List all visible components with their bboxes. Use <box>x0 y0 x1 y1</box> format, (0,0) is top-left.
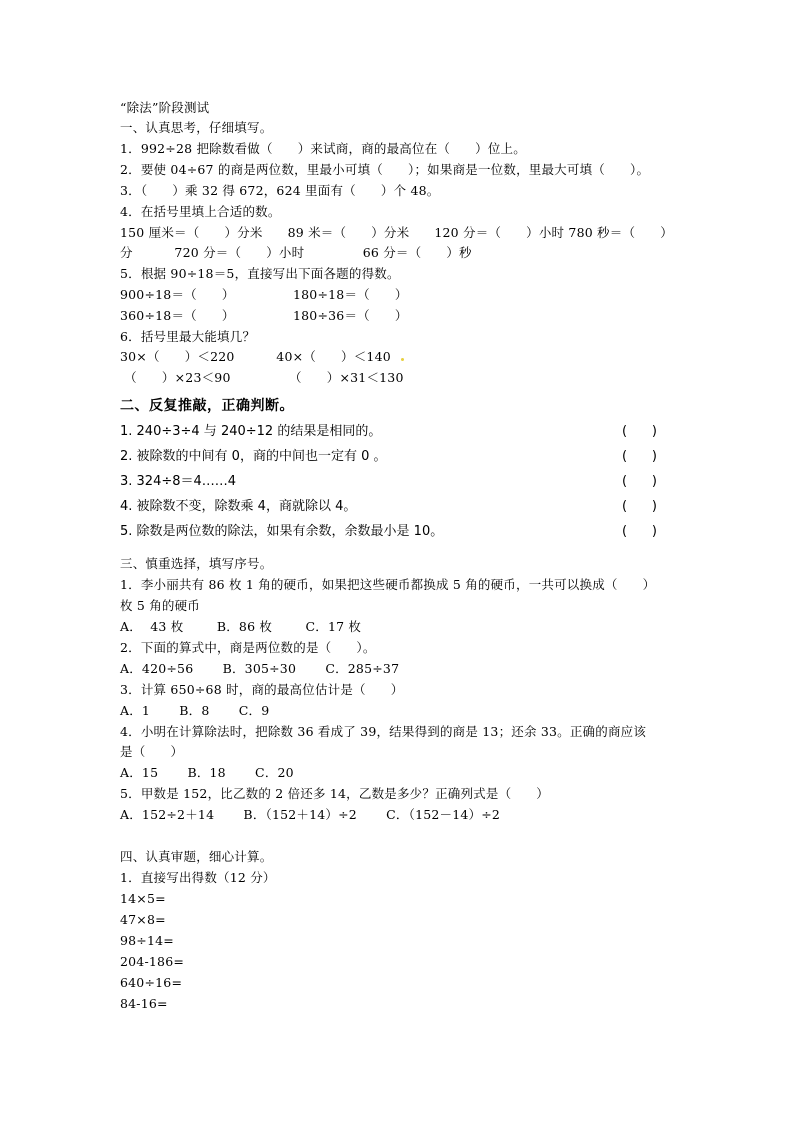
section4-subheading: 1．直接写出得数（12 分） <box>120 870 276 885</box>
section1-heading: 一、认真思考，仔细填写。 <box>120 120 273 135</box>
section1-line: 4．在括号里填上合适的数。 <box>120 204 281 219</box>
judgement-text: 3. 324÷8＝4……4 <box>120 474 237 489</box>
page-title: “除法”阶段测试 <box>120 100 210 115</box>
section3-options: A．152÷2＋14 B．（152＋14）÷2 C．（152－14）÷2 <box>120 807 501 822</box>
section3-line: 2．下面的算式中，商是两位数的是（ ）。 <box>120 640 376 655</box>
answer-blank[interactable]: ( ) <box>622 424 657 439</box>
judgement-text: 4. 被除数不变，除数乘 4，商就除以 4。 <box>120 499 357 514</box>
section1-line: 360÷18＝（ ） 180÷36＝（ ） <box>120 308 408 323</box>
section2-heading: 二、反复推敲，正确判断。 <box>120 398 294 414</box>
section3-heading: 三、慎重选择，填写序号。 <box>120 556 273 571</box>
answer-blank[interactable]: ( ) <box>622 474 657 489</box>
section3-options: A．420÷56 B．305÷30 C．285÷37 <box>120 661 400 676</box>
section1-line: 1．992÷28 把除数看做（ ）来试商，商的最高位在（ ）位上。 <box>120 141 526 156</box>
judgement-text: 5. 除数是两位数的除法，如果有余数，余数最小是 10。 <box>120 524 444 539</box>
calc-item: 640÷16= <box>120 975 183 990</box>
section3-line: 3．计算 650÷68 时，商的最高位估计是（ ） <box>120 682 404 697</box>
section3-line: 5．甲数是 152，比乙数的 2 倍还多 14，乙数是多少？正确列式是（ ） <box>120 786 550 801</box>
section1-line: 150 厘米＝（ ）分米 89 米＝（ ）分米 120 分＝（ ）小时 780 秒＝（ ） <box>120 225 673 240</box>
section1-line: 5．根据 90÷18＝5，直接写出下面各题的得数。 <box>120 266 400 281</box>
answer-blank[interactable]: ( ) <box>622 524 657 539</box>
judgement-text: 2. 被除数的中间有 0，商的中间也一定有 0 。 <box>120 449 387 464</box>
section3-options: A． 43 枚 B．86 枚 C．17 枚 <box>120 619 362 634</box>
section1-line: 3．（ ）乘 32 得 672，624 里面有（ ）个 48。 <box>120 183 440 198</box>
section4-heading: 四、认真审题，细心计算。 <box>120 849 273 864</box>
judgement-text: 1. 240÷3÷4 与 240÷12 的结果是相同的。 <box>120 424 382 439</box>
section3-line: 4．小明在计算除法时，把除数 36 看成了 39，结果得到的商是 13；还余 33。正确的商应该 <box>120 724 647 739</box>
section3-line: 枚 5 角的硬币 <box>120 598 200 613</box>
section1-line: 6．括号里最大能填几？ <box>120 329 256 344</box>
section1-line: 30×（ ）＜220 40×（ ）＜140 <box>120 349 391 364</box>
section1-line: （ ）×23＜90 （ ）×31＜130 <box>120 370 404 385</box>
calc-item: 204-186= <box>120 954 185 969</box>
calc-item: 14×5= <box>120 891 166 906</box>
calc-item: 98÷14= <box>120 933 174 948</box>
section3-line: 是（ ） <box>120 744 184 759</box>
stray-mark <box>401 358 404 361</box>
section3-line: 1．李小丽共有 86 枚 1 角的硬币，如果把这些硬币都换成 5 角的硬币，一共可以换成（ ） <box>120 577 656 592</box>
section3-options: A．1 B．8 C．9 <box>120 703 270 718</box>
answer-blank[interactable]: ( ) <box>622 499 657 514</box>
section3-options: A．15 B．18 C．20 <box>120 765 294 780</box>
calc-item: 47×8= <box>120 912 166 927</box>
answer-blank[interactable]: ( ) <box>622 449 657 464</box>
calc-item: 84-16= <box>120 996 168 1011</box>
section1-line: 900÷18＝（ ） 180÷18＝（ ） <box>120 287 408 302</box>
section1-line: 分 720 分＝（ ）小时 66 分＝（ ）秒 <box>120 245 472 260</box>
section1-line: 2．要使 04÷67 的商是两位数，里最小可填（ ）；如果商是一位数，里最大可填（ ）。 <box>120 162 650 177</box>
